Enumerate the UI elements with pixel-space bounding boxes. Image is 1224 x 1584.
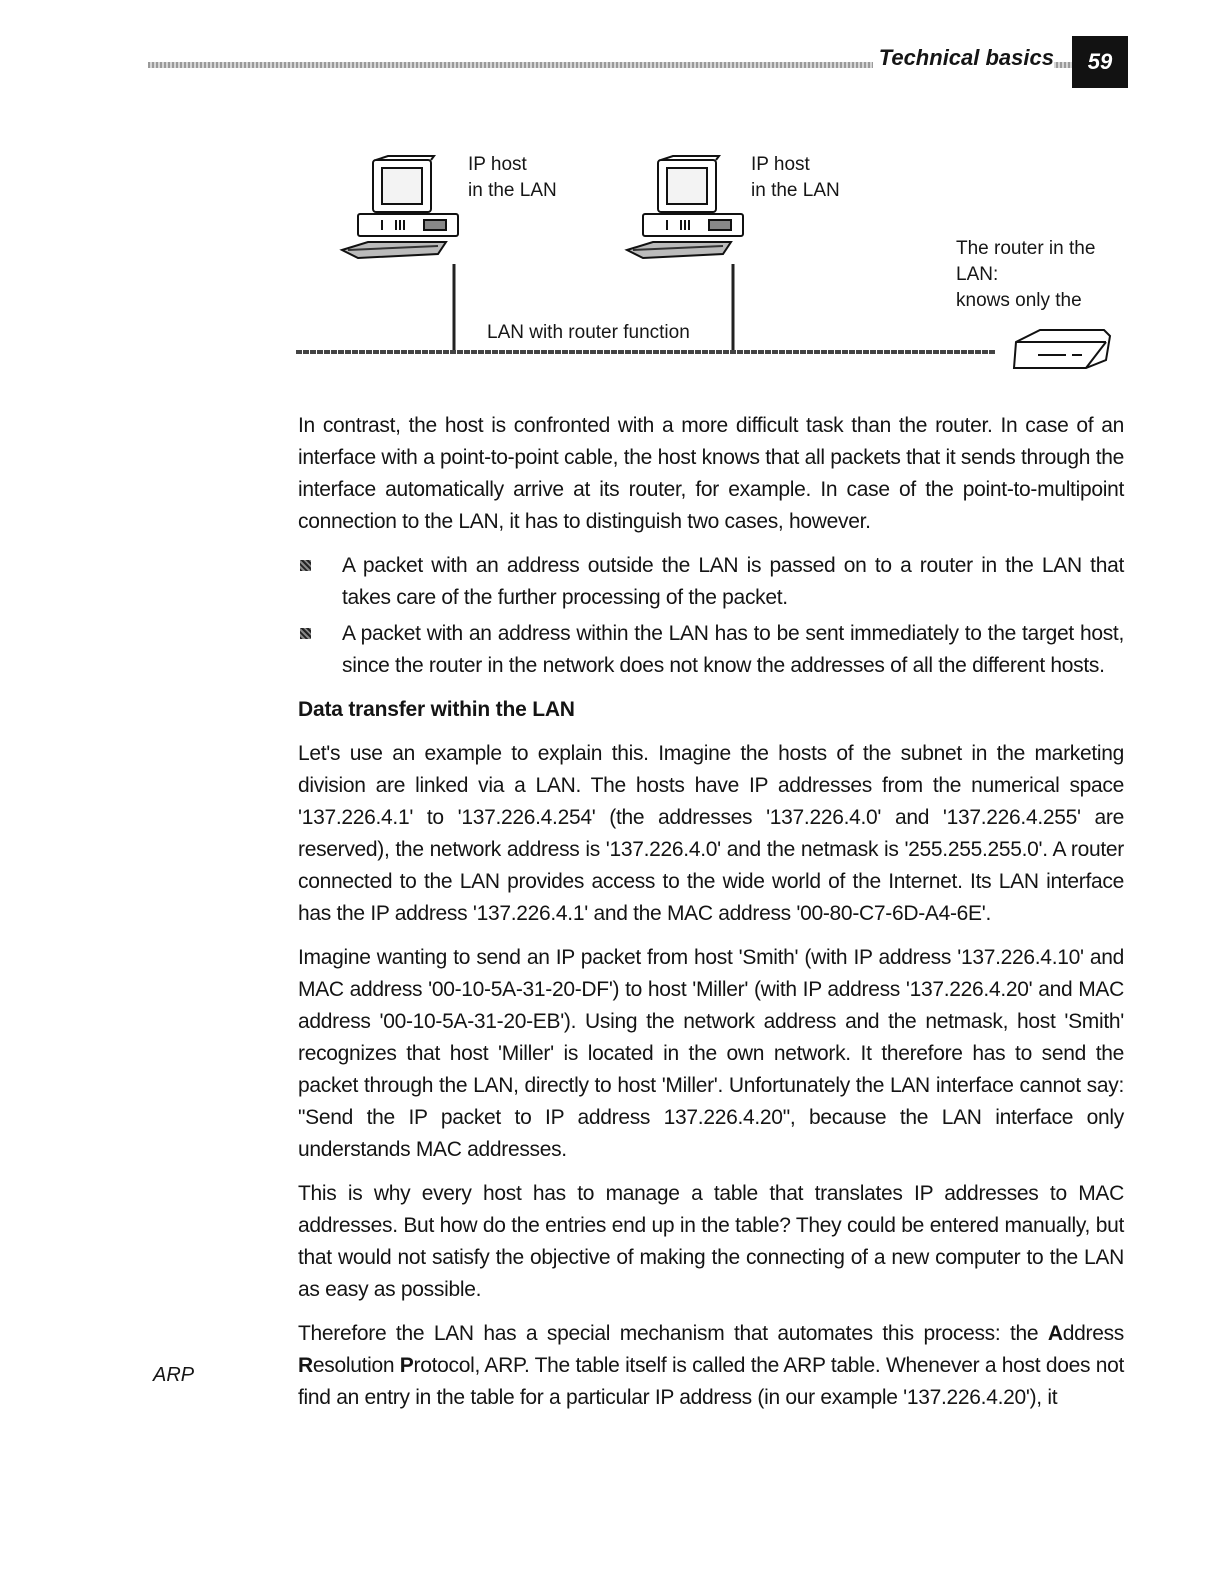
margin-note: ARP: [153, 1364, 195, 1386]
arp-text-4: rotocol, ARP. The table itself is called the ARP table. Whenever a host does not find an entry in the table for a particular IP address (in our example '137.226.4.20'), it: [298, 1354, 1124, 1409]
host-right-label: IP host in the LAN: [751, 154, 840, 201]
list-item-text: A packet with an address outside the LAN is passed on to a router in the LAN that takes care of the further processing of the packet.: [342, 554, 1124, 609]
list-item-text: A packet with an address within the LAN has to be sent immediately to the target host, since the router in the network does not know the addresses of all the different hosts.: [342, 622, 1124, 677]
list-item: [298, 618, 1124, 682]
acronym-letter-r: R: [298, 1354, 313, 1377]
page-number: [1072, 36, 1128, 88]
host-left-label: IP host in the LAN: [468, 154, 557, 201]
router-icon: [1014, 330, 1110, 368]
intro-paragraph: In contrast, the host is confronted with a more difficult task than the router. In case of an interface with a point-to-point cable, the host knows that all packets that it sends through the interface automatically arrive at its router, for example. In case of the point-to-multipoint connection to the LAN, it has to distinguish two cases, however.: [298, 414, 1124, 533]
acronym-letter-a: A: [1047, 1322, 1063, 1345]
acronym-letter-p: P: [399, 1354, 414, 1377]
lan-label: LAN with router function: [487, 322, 690, 343]
square-bullet-icon: [300, 628, 311, 639]
arp-text-2: ddress: [1062, 1322, 1124, 1345]
paragraph: Imagine wanting to send an IP packet from host 'Smith' (with IP address '137.226.4.10' and MAC address '00-10-5A-31-20-DF') to host 'Miller' (with IP address '137.226.4.20' and MAC address '00-10-5A-31-20-EB'). Using the network address and the netmask, host 'Smith' recognizes that host 'Miller' is located in the own network. It therefore has to send the packet through the LAN, directly to host 'Miller'. Unfortunately the LAN interface cannot say: "Send the IP packet to IP address 137.226.4.20", because the LAN interface only understands MAC addresses.: [298, 946, 1124, 1161]
paragraph: Let's use an example to explain this. Imagine the hosts of the subnet in the marketing division are linked via a LAN. The hosts have IP addresses from the numerical space '137.226.4.1' to '137.226.4.254' (the addresses '137.226.4.0' and '137.226.4.255' are reserved), the network address is '137.226.4.0' and the netmask is '255.255.255.0'. A router connected to the LAN provides access to the wide world of the Internet. Its LAN interface has the IP address '137.226.4.1' and the MAC address '00-80-C7-6D-A4-6E'.: [298, 742, 1124, 925]
body-text: [298, 410, 1124, 1426]
subheading: Data transfer within the LAN: [298, 698, 575, 721]
computer-icon-left: [342, 156, 458, 258]
arp-paragraph: [298, 1318, 1124, 1414]
computer-icon-right: [627, 156, 743, 258]
router-label: The router in the LAN: knows only the: [956, 238, 1096, 311]
paragraph: This is why every host has to manage a table that translates IP addresses to MAC addresses. But how do the entries end up in the table? They could be entered manually, but that would not satisfy the objective of making the connecting of a new computer to the LAN as easy as possible.: [298, 1182, 1124, 1301]
square-bullet-icon: [300, 560, 311, 571]
list-item: [298, 550, 1124, 614]
arp-text-3: esolution: [312, 1354, 400, 1377]
lan-diagram: [290, 140, 1130, 380]
case-list: [298, 550, 1124, 682]
page-number-text: 59: [1087, 49, 1113, 74]
arp-text-1: Therefore the LAN has a special mechanism that automates this process: the: [298, 1322, 1048, 1345]
section-title: Technical basics: [873, 45, 1054, 71]
